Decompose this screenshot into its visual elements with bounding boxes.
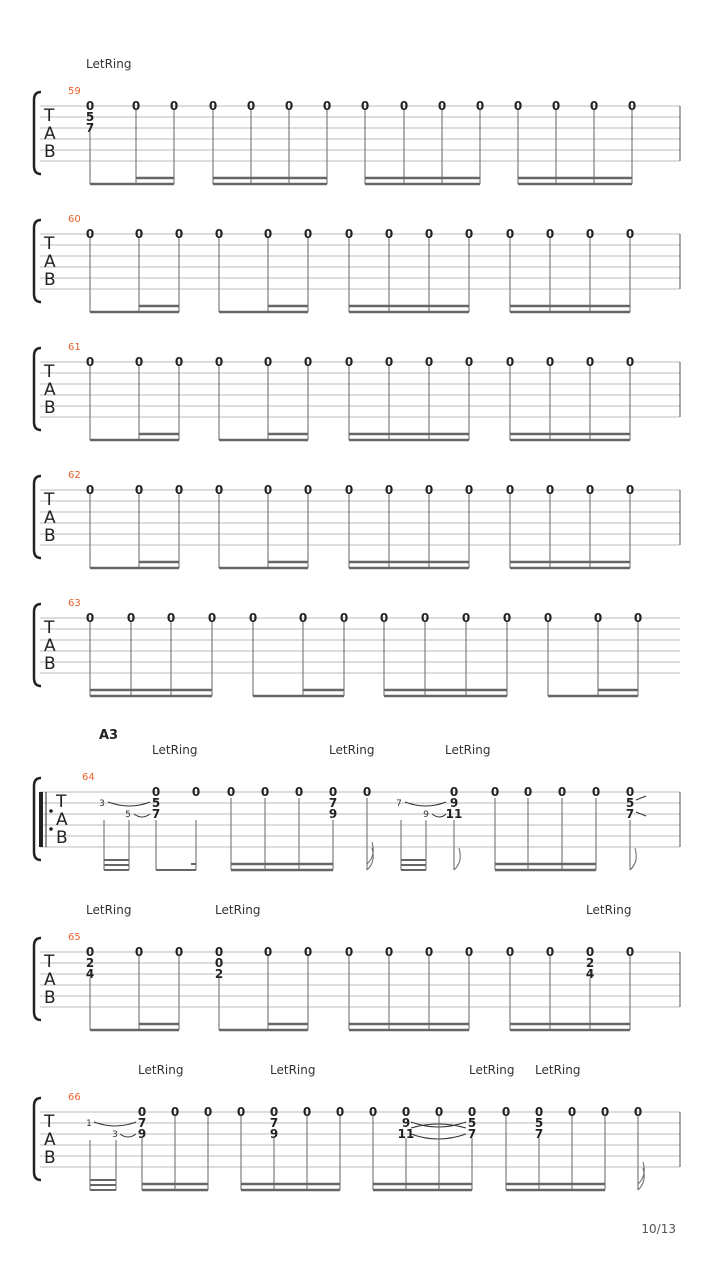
tab-letter-a: A bbox=[56, 810, 68, 830]
system-bracket bbox=[34, 938, 41, 1020]
let-ring-label: LetRing bbox=[535, 1063, 581, 1077]
fret-number: 0 bbox=[437, 99, 447, 113]
fret-number: 0 bbox=[424, 227, 434, 241]
fret-number: 0 bbox=[166, 611, 176, 625]
tab-letter-b: B bbox=[44, 526, 56, 546]
tab-letter-t: T bbox=[44, 490, 55, 510]
fret-number: 0 bbox=[236, 1105, 246, 1119]
fret-number: 0 bbox=[214, 483, 224, 497]
staff-lines bbox=[40, 952, 680, 1007]
fret-number: 0 bbox=[379, 611, 389, 625]
fret-number: 0 bbox=[420, 611, 430, 625]
fret-number: 0 bbox=[134, 355, 144, 369]
fret-number: 0 bbox=[625, 483, 635, 497]
fret-number: 0 bbox=[401, 1105, 411, 1119]
fret-number: 0 bbox=[545, 483, 555, 497]
section-marker: A3 bbox=[99, 728, 119, 743]
fret-number: 0 bbox=[302, 1105, 312, 1119]
fret-number: 0 bbox=[464, 483, 474, 497]
fret-number: 0 bbox=[174, 945, 184, 959]
system-bracket bbox=[34, 92, 41, 174]
repeat-dot bbox=[49, 809, 53, 813]
tab-letter-a: A bbox=[44, 636, 56, 656]
fret-number: 0 bbox=[591, 785, 601, 799]
fret-number: 0 bbox=[335, 1105, 345, 1119]
tab-letter-b: B bbox=[56, 828, 68, 848]
measure-number: 64 bbox=[82, 772, 95, 783]
fret-number: 4 bbox=[585, 967, 595, 981]
fret-number: 0 bbox=[208, 99, 218, 113]
fret-number: 7 bbox=[137, 1116, 147, 1130]
let-ring-label: LetRing bbox=[445, 743, 491, 757]
stems-and-beams bbox=[90, 238, 630, 312]
fret-number: 0 bbox=[490, 785, 500, 799]
let-ring-label: LetRing bbox=[329, 743, 375, 757]
fret-number: 0 bbox=[246, 99, 256, 113]
fret-number: 0 bbox=[545, 355, 555, 369]
fret-number: 0 bbox=[585, 227, 595, 241]
stems-and-beams bbox=[90, 366, 630, 440]
fret-number: 0 bbox=[169, 99, 179, 113]
let-ring-label: LetRing bbox=[86, 903, 132, 917]
fret-number: 0 bbox=[461, 611, 471, 625]
fret-number: 0 bbox=[505, 483, 515, 497]
fret-number: 0 bbox=[214, 355, 224, 369]
let-ring-label: LetRing bbox=[469, 1063, 515, 1077]
fret-number: 7 bbox=[151, 807, 161, 821]
system-65 bbox=[34, 903, 680, 1030]
fret-number: 0 bbox=[368, 1105, 378, 1119]
tab-letter-a: A bbox=[44, 970, 56, 990]
fret-number: 0 bbox=[344, 355, 354, 369]
fret-number: 0 bbox=[226, 785, 236, 799]
fret-number: 7 bbox=[625, 807, 635, 821]
fret-number: 0 bbox=[85, 227, 95, 241]
fret-number: 0 bbox=[85, 611, 95, 625]
fret-number: 0 bbox=[505, 945, 515, 959]
let-ring-label: LetRing bbox=[215, 903, 261, 917]
fret-number: 0 bbox=[434, 1105, 444, 1119]
fret-number: 9 bbox=[269, 1127, 279, 1141]
fret-number: 0 bbox=[207, 611, 217, 625]
stems-and-beams bbox=[90, 1116, 644, 1190]
fret-number: 0 bbox=[585, 945, 595, 959]
tab-letter-b: B bbox=[44, 988, 56, 1008]
fret-number: 0 bbox=[203, 1105, 213, 1119]
fret-number: 0 bbox=[137, 1105, 147, 1119]
tab-letter-t: T bbox=[44, 1112, 55, 1132]
fret-number: 0 bbox=[134, 227, 144, 241]
fret-number: 0 bbox=[585, 483, 595, 497]
fret-number: 0 bbox=[151, 785, 161, 799]
stems-and-beams bbox=[104, 796, 646, 870]
fret-number: 0 bbox=[303, 355, 313, 369]
fret-number: 0 bbox=[557, 785, 567, 799]
fret-number: 0 bbox=[475, 99, 485, 113]
fret-number: 0 bbox=[464, 355, 474, 369]
tab-letter-t: T bbox=[44, 952, 55, 972]
fret-number: 0 bbox=[513, 99, 523, 113]
stems-and-beams bbox=[90, 494, 630, 568]
fret-number: 0 bbox=[248, 611, 258, 625]
page-number: 10/13 bbox=[641, 1222, 676, 1236]
fret-number: 0 bbox=[424, 483, 434, 497]
fret-number: 0 bbox=[303, 945, 313, 959]
measure-number: 62 bbox=[68, 470, 81, 481]
fret-number: 0 bbox=[85, 99, 95, 113]
fret-number: 0 bbox=[593, 611, 603, 625]
fret-number: 0 bbox=[384, 483, 394, 497]
fret-number: 0 bbox=[134, 483, 144, 497]
fret-number: 0 bbox=[303, 227, 313, 241]
system-64 bbox=[34, 728, 680, 870]
system-bracket bbox=[34, 348, 41, 430]
fret-number: 0 bbox=[384, 227, 394, 241]
fret-number: 0 bbox=[600, 1105, 610, 1119]
fret-number: 0 bbox=[467, 1105, 477, 1119]
fret-number: 0 bbox=[344, 227, 354, 241]
tab-letter-a: A bbox=[44, 124, 56, 144]
fret-number: 5 bbox=[151, 796, 161, 810]
fret-number: 0 bbox=[126, 611, 136, 625]
fret-number: 0 bbox=[384, 355, 394, 369]
fret-number: 0 bbox=[303, 483, 313, 497]
tab-letter-a: A bbox=[44, 508, 56, 528]
fret-number: 0 bbox=[627, 99, 637, 113]
fret-number: 0 bbox=[214, 227, 224, 241]
fret-number: 0 bbox=[322, 99, 332, 113]
grace-fret: 9 bbox=[423, 810, 429, 820]
fret-number: 0 bbox=[134, 945, 144, 959]
fret-number: 0 bbox=[174, 355, 184, 369]
system-bracket bbox=[34, 604, 41, 686]
measure-number: 59 bbox=[68, 86, 81, 97]
fret-number: 0 bbox=[191, 785, 201, 799]
stems-and-beams bbox=[90, 622, 638, 696]
repeat-start-bar bbox=[39, 792, 43, 847]
fret-number: 0 bbox=[360, 99, 370, 113]
fret-number: 0 bbox=[567, 1105, 577, 1119]
fret-number: 2 bbox=[214, 967, 224, 981]
fret-number: 11 bbox=[397, 1127, 415, 1141]
measure-number: 65 bbox=[68, 932, 81, 943]
let-ring-label: LetRing bbox=[152, 743, 198, 757]
tab-letter-t: T bbox=[44, 362, 55, 382]
fret-number: 9 bbox=[328, 807, 338, 821]
fret-number: 7 bbox=[534, 1127, 544, 1141]
fret-number: 5 bbox=[625, 796, 635, 810]
fret-number: 0 bbox=[589, 99, 599, 113]
stems-and-beams bbox=[90, 110, 632, 184]
let-ring-label: LetRing bbox=[86, 57, 132, 71]
measure-number: 66 bbox=[68, 1092, 81, 1103]
repeat-dot bbox=[49, 827, 53, 831]
fret-number: 0 bbox=[85, 945, 95, 959]
fret-number: 0 bbox=[633, 611, 643, 625]
system-bracket bbox=[34, 220, 41, 302]
fret-number: 0 bbox=[543, 611, 553, 625]
fret-number: 0 bbox=[501, 1105, 511, 1119]
measure-number: 63 bbox=[68, 598, 81, 609]
fret-number: 0 bbox=[545, 945, 555, 959]
system-bracket bbox=[34, 476, 41, 558]
system-bracket bbox=[34, 1098, 41, 1180]
fret-number: 0 bbox=[328, 785, 338, 799]
fret-number: 0 bbox=[399, 99, 409, 113]
staff-lines bbox=[40, 490, 680, 545]
fret-number: 5 bbox=[467, 1116, 477, 1130]
system-60 bbox=[34, 214, 680, 312]
fret-number: 0 bbox=[449, 785, 459, 799]
fret-number: 0 bbox=[384, 945, 394, 959]
tab-letter-b: B bbox=[44, 1148, 56, 1168]
grace-fret: 3 bbox=[99, 799, 105, 809]
fret-number: 0 bbox=[131, 99, 141, 113]
tab-letter-a: A bbox=[44, 380, 56, 400]
staff-lines bbox=[40, 618, 680, 673]
fret-number: 9 bbox=[449, 796, 459, 810]
fret-number: 0 bbox=[424, 945, 434, 959]
fret-number: 4 bbox=[85, 967, 95, 981]
fret-number: 0 bbox=[170, 1105, 180, 1119]
fret-number: 7 bbox=[85, 121, 95, 135]
fret-number: 0 bbox=[85, 355, 95, 369]
tab-letter-t: T bbox=[44, 234, 55, 254]
fret-number: 11 bbox=[445, 807, 463, 821]
fret-number: 0 bbox=[263, 483, 273, 497]
system-62 bbox=[34, 470, 680, 568]
fret-number: 0 bbox=[214, 956, 224, 970]
fret-number: 0 bbox=[214, 945, 224, 959]
fret-number: 0 bbox=[505, 227, 515, 241]
grace-fret: 5 bbox=[125, 810, 131, 820]
fret-number: 5 bbox=[85, 110, 95, 124]
fret-number: 2 bbox=[585, 956, 595, 970]
fret-number: 0 bbox=[505, 355, 515, 369]
fret-number: 0 bbox=[260, 785, 270, 799]
staff-lines bbox=[40, 234, 680, 289]
stems-and-beams bbox=[90, 956, 630, 1030]
fret-number: 0 bbox=[174, 483, 184, 497]
tab-letter-t: T bbox=[56, 792, 67, 812]
fret-number: 0 bbox=[585, 355, 595, 369]
tab-letter-a: A bbox=[44, 252, 56, 272]
fret-number: 0 bbox=[269, 1105, 279, 1119]
staff-lines bbox=[40, 792, 680, 847]
fret-number: 2 bbox=[85, 956, 95, 970]
system-63 bbox=[34, 598, 680, 696]
fret-number: 0 bbox=[464, 227, 474, 241]
fret-number: 0 bbox=[523, 785, 533, 799]
tab-letter-b: B bbox=[44, 270, 56, 290]
tab-letter-t: T bbox=[44, 618, 55, 638]
fret-number: 9 bbox=[401, 1116, 411, 1130]
fret-number: 0 bbox=[263, 227, 273, 241]
tab-letter-a: A bbox=[44, 1130, 56, 1150]
let-ring-label: LetRing bbox=[586, 903, 632, 917]
grace-fret: 3 bbox=[112, 1130, 118, 1140]
fret-number: 0 bbox=[294, 785, 304, 799]
staff-lines bbox=[40, 1112, 680, 1167]
fret-number: 0 bbox=[344, 945, 354, 959]
fret-number: 5 bbox=[534, 1116, 544, 1130]
fret-number: 0 bbox=[502, 611, 512, 625]
staff-lines bbox=[40, 362, 680, 417]
tab-letter-b: B bbox=[44, 398, 56, 418]
fret-number: 7 bbox=[467, 1127, 477, 1141]
fret-number: 0 bbox=[633, 1105, 643, 1119]
fret-number: 0 bbox=[284, 99, 294, 113]
fret-number: 0 bbox=[625, 227, 635, 241]
fret-number: 0 bbox=[85, 483, 95, 497]
measure-number: 61 bbox=[68, 342, 81, 353]
fret-number: 0 bbox=[424, 355, 434, 369]
system-61 bbox=[34, 342, 680, 440]
fret-number: 0 bbox=[625, 785, 635, 799]
let-ring-label: LetRing bbox=[138, 1063, 184, 1077]
fret-number: 0 bbox=[362, 785, 372, 799]
grace-fret: 7 bbox=[396, 799, 402, 809]
fret-number: 0 bbox=[625, 355, 635, 369]
fret-number: 7 bbox=[328, 796, 338, 810]
fret-number: 0 bbox=[339, 611, 349, 625]
fret-number: 0 bbox=[263, 945, 273, 959]
tab-letter-t: T bbox=[44, 106, 55, 126]
measure-number: 60 bbox=[68, 214, 81, 225]
grace-fret: 1 bbox=[86, 1119, 92, 1129]
system-59 bbox=[34, 57, 680, 184]
tab-letter-b: B bbox=[44, 142, 56, 162]
fret-number: 0 bbox=[625, 945, 635, 959]
let-ring-label: LetRing bbox=[270, 1063, 316, 1077]
fret-number: 0 bbox=[464, 945, 474, 959]
fret-number: 0 bbox=[551, 99, 561, 113]
tab-letter-b: B bbox=[44, 654, 56, 674]
fret-number: 9 bbox=[137, 1127, 147, 1141]
fret-number: 0 bbox=[344, 483, 354, 497]
fret-number: 0 bbox=[534, 1105, 544, 1119]
system-66 bbox=[34, 1063, 680, 1190]
fret-number: 7 bbox=[269, 1116, 279, 1130]
fret-number: 0 bbox=[174, 227, 184, 241]
fret-number: 0 bbox=[263, 355, 273, 369]
fret-number: 0 bbox=[298, 611, 308, 625]
fret-number: 0 bbox=[545, 227, 555, 241]
